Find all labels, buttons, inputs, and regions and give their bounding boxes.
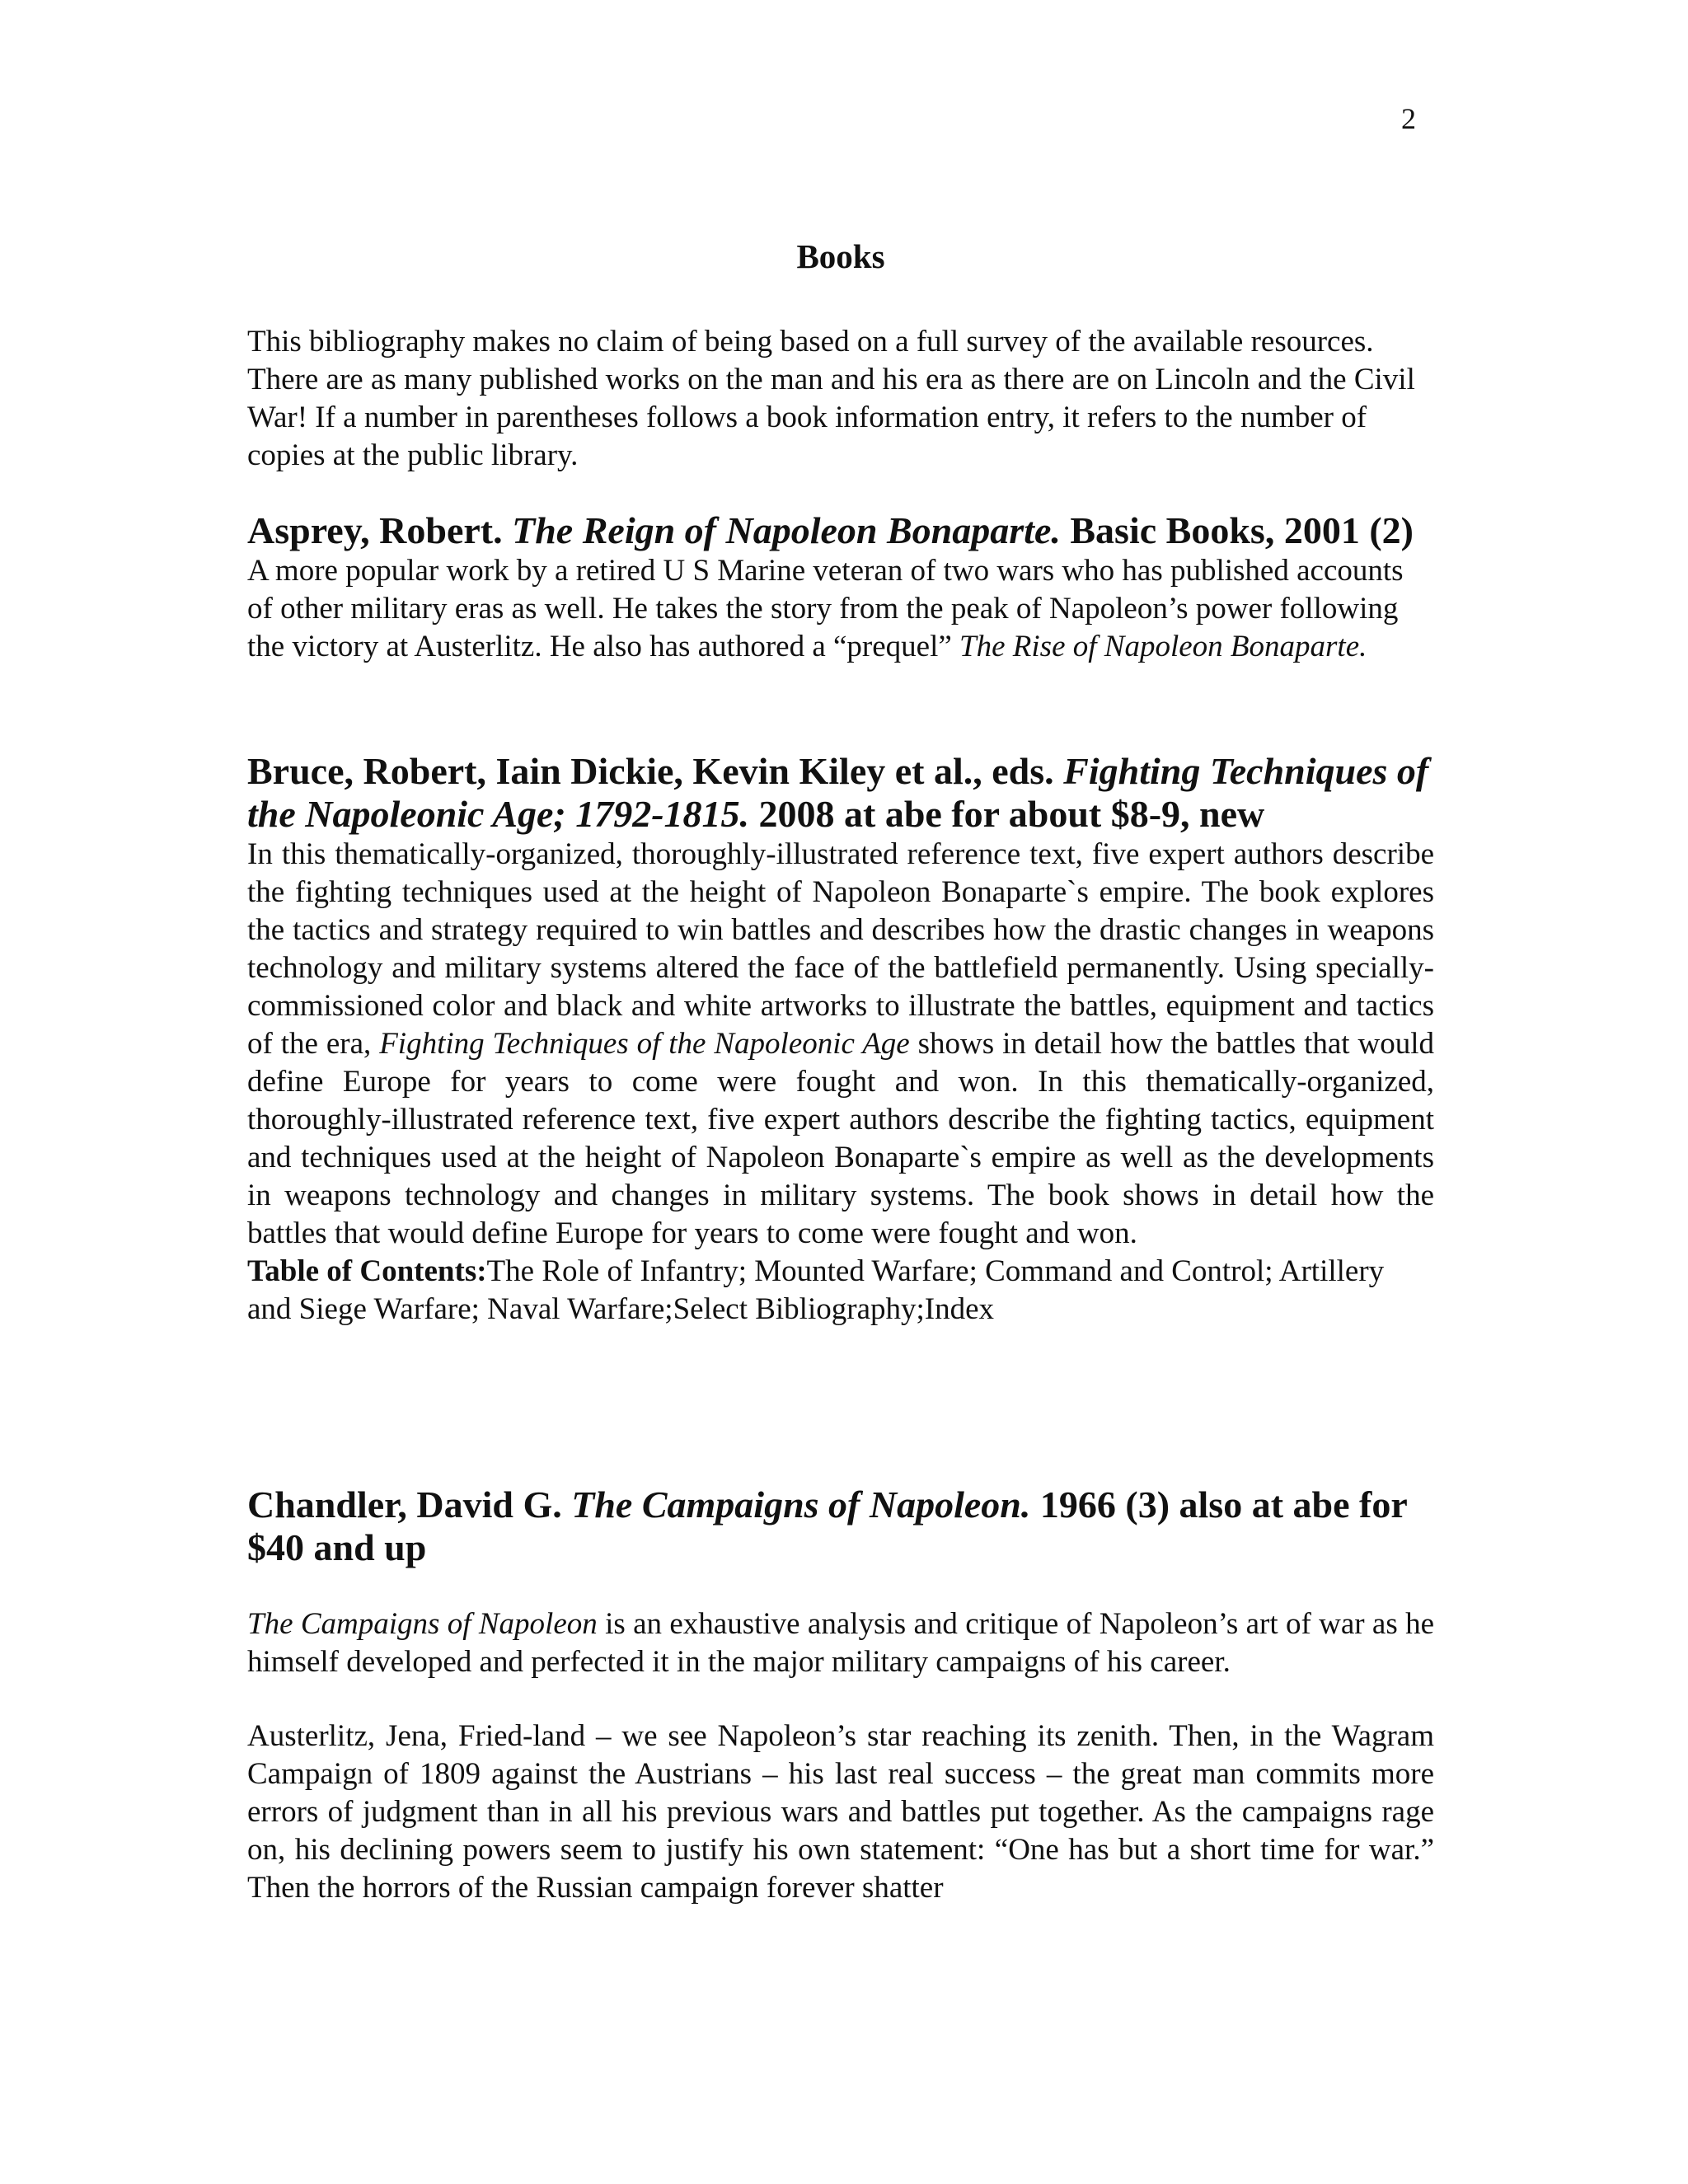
entry-author: Asprey, Robert. bbox=[247, 509, 503, 551]
entry-paragraph bbox=[247, 1605, 1434, 1681]
entry-desc-italic: Fighting Techniques of the Napoleonic Age bbox=[379, 1027, 910, 1061]
entry-paragraph-italic: The Campaigns of Napoleon bbox=[247, 1607, 598, 1641]
entry-description bbox=[247, 836, 1434, 1253]
bib-entry-asprey bbox=[247, 509, 1434, 666]
entry-title-line bbox=[247, 509, 1434, 552]
toc-label: Table of Contents: bbox=[247, 1254, 487, 1288]
entry-pubinfo: Basic Books, 2001 (2) bbox=[1070, 509, 1414, 551]
entry-title-line bbox=[247, 1483, 1434, 1569]
page-number: 2 bbox=[1401, 102, 1416, 135]
entry-table-of-contents bbox=[247, 1253, 1434, 1329]
entry-paragraph: Austerlitz, Jena, Fried-land – we see Napoleon’s star reaching its zenith. Then, in the Wagram Campaign of 1809 against the Austrians – his last real success – the great man commits more errors of judgment than in all his previous wars and battles put together. As the campaigns rage on, his declining powers seem to justify his own statement: “One has but a short time for war.” Then the horrors of the Russian campaign forever shatter bbox=[247, 1719, 1434, 1905]
intro-paragraph: This bibliography makes no claim of being based on a full survey of the available resources. There are as many published works on the man and his era as there are on Lincoln and the Civil War! If a number in parentheses follows a book information entry, it refers to the number of copies at the public library. bbox=[247, 325, 1415, 472]
entry-book-title: The Reign of Napoleon Bonaparte. bbox=[512, 509, 1061, 551]
entry-description bbox=[247, 552, 1434, 666]
entry-paragraph-text: is an exhaustive analysis and critique of Napoleon’s art of war as he himself developed and perfected it in the major military campaigns of his career. bbox=[247, 1607, 1434, 1679]
entry-book-title: Fighting Techniques of the Napoleonic Age; 1792-1815. bbox=[247, 750, 1429, 835]
entry-pubinfo: 2008 at abe for about $8-9, new bbox=[758, 793, 1265, 835]
entry-desc-text: In this thematically-organized, thoroughly-illustrated reference text, five expert authors describe the fighting techniques used at the height of Napoleon Bonaparte`s empire. The book explores the tactics and strategy required to win battles and describes how the drastic changes in weapons technology and military systems altered the face of the battlefield permanently. Using specially-commissioned color and black and white artworks to illustrate the battles, equipment and tactics of the era, bbox=[247, 837, 1434, 1061]
entry-pubinfo: 1966 (3) also at abe for $40 and up bbox=[247, 1483, 1407, 1568]
entry-title-line bbox=[247, 750, 1434, 836]
entry-author: Chandler, David G. bbox=[247, 1483, 562, 1526]
section-heading: Books bbox=[796, 237, 885, 275]
entry-book-title: The Campaigns of Napoleon. bbox=[571, 1483, 1031, 1526]
toc-text: The Role of Infantry; Mounted Warfare; Command and Control; Artillery and Siege Warfare; Naval Warfare;Select Bibliography;Index bbox=[247, 1254, 1385, 1326]
bib-entry-chandler bbox=[247, 1483, 1434, 1907]
bib-entry-bruce bbox=[247, 750, 1434, 1329]
entry-author: Bruce, Robert, Iain Dickie, Kevin Kiley et al., eds. bbox=[247, 750, 1054, 792]
entry-desc-text: A more popular work by a retired U S Marine veteran of two wars who has published accounts of other military eras as well. He takes the story from the peak of Napoleon’s power following the victory at Austerlitz. He also has authored a “prequel” bbox=[247, 554, 1404, 663]
entry-desc-italic: The Rise of Napoleon Bonaparte. bbox=[959, 630, 1367, 663]
entry-desc-text-continued: shows in detail how the battles that would define Europe for years to come were fought and won. In this thematically-organized, thoroughly-illustrated reference text, five expert authors describe the fighting tactics, equipment and techniques used at the height of Napoleon Bonaparte`s empire as well as the developments in weapons technology and changes in military systems. The book shows in detail how the battles that would define Europe for years to come were fought and won. bbox=[247, 1027, 1434, 1250]
